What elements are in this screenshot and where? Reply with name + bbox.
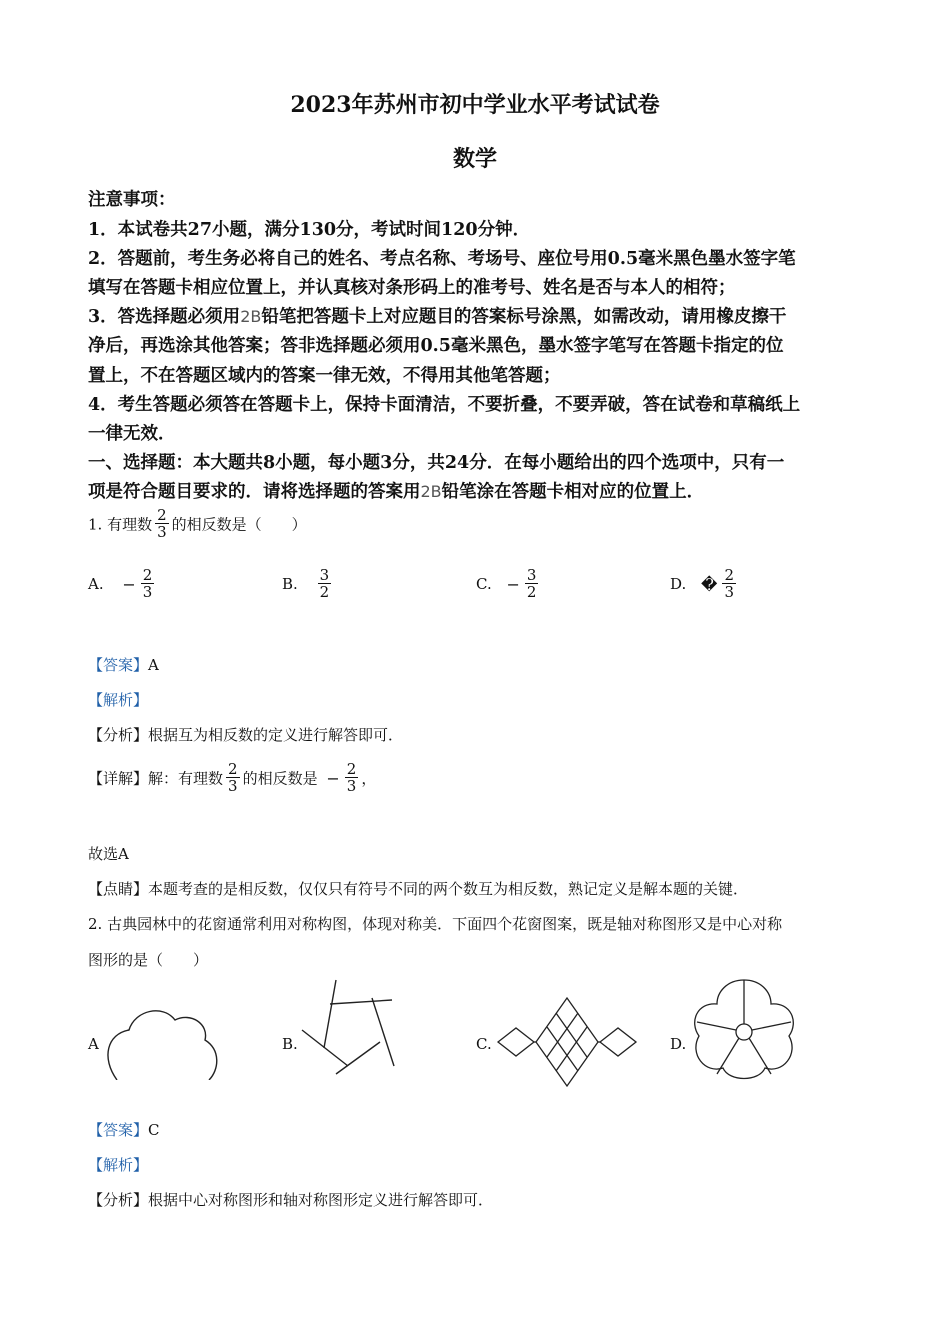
q2-stem: 图形的是（ ）: [88, 951, 209, 969]
exam-title: 2023年苏州市初中学业水平考试试卷: [290, 92, 660, 118]
q1-option-a[interactable]: A. − $\frac{2}{3}$: [88, 566, 153, 601]
notice-line: 1．本试卷共27小题，满分130分，考试时间120分钟．: [88, 220, 531, 240]
q2-answer: 【答案】C: [88, 1121, 160, 1139]
section-text: 项是符合题目要求的．请将选择题的答案用: [88, 482, 421, 502]
q1-fraction: $\frac{2}{3}$: [157, 506, 167, 541]
pencil-grade: 2B: [420, 482, 442, 501]
q2-option-c-label[interactable]: C.: [476, 1035, 492, 1053]
section-heading: 一、选择题：本大题共8小题，每小题3分，共24分．在每小题给出的四个选项中，只有一: [88, 453, 785, 473]
notice-line: 2．答题前，考生务必将自己的姓名、考点名称、考场号、座位号用0.5毫米黑色墨水签字笔: [88, 249, 796, 269]
q1-analysis-heading: 【解析】: [88, 691, 149, 709]
pencil-grade: 2B: [240, 307, 262, 326]
q2-option-d-label[interactable]: D.: [670, 1035, 687, 1053]
q1-detail: 【详解】解：有理数 $\frac{2}{3}$ 的相反数是 − $\frac{2}{3}$ ，: [88, 760, 377, 795]
notice-line: 净后，再选涂其他答案；答非选择题必须用0.5毫米黑色，墨水签字笔写在答题卡指定的位: [88, 336, 784, 356]
q1-stem-text: 1. 有理数: [88, 515, 153, 534]
q2-fenxi: 【分析】根据中心对称图形和轴对称图形定义进行解答即可．: [88, 1191, 494, 1209]
q2-stem: 2. 古典园林中的花窗通常利用对称构图，体现对称美．下面四个花窗图案，既是轴对称图形又是中心对称: [88, 915, 783, 933]
section-text: 铅笔涂在答题卡相对应的位置上．: [441, 482, 705, 502]
section-heading: [88, 478, 704, 503]
q1-fenxi: 【分析】根据互为相反数的定义进行解答即可．: [88, 726, 404, 744]
q2-option-a-label[interactable]: A: [88, 1035, 99, 1053]
q1-comment: 【点睛】本题考查的是相反数，仅仅只有符号不同的两个数互为相反数，熟记定义是解本题的关键．: [88, 880, 749, 898]
q1-stem-text: 的相反数是（ ）: [171, 515, 307, 534]
q2-option-b-label[interactable]: B.: [282, 1035, 298, 1053]
q1-conclusion: 故选A: [88, 845, 129, 863]
q1-option-d[interactable]: D. � $\frac{2}{3}$: [670, 566, 734, 601]
notice-text: 3．答选择题必须用: [88, 307, 241, 327]
notice-line: [88, 303, 786, 328]
q2-figure-b[interactable]: [300, 978, 400, 1080]
q1-answer: 【答案】A: [88, 656, 159, 674]
notice-line: 一律无效．: [88, 424, 176, 444]
notice-line: 4．考生答题必须答在答题卡上，保持卡面清洁，不要折叠，不要弄破，答在试卷和草稿纸上: [88, 395, 801, 415]
notice-text: 铅笔把答题卡上对应题目的答案标号涂黑，如需改动，请用橡皮擦干: [261, 307, 787, 327]
q2-analysis-heading: 【解析】: [88, 1156, 149, 1174]
notice-line: 置上，不在答题区域内的答案一律无效，不得用其他笔答题；: [88, 366, 561, 386]
q2-figure-c[interactable]: [496, 996, 638, 1090]
q1-option-c[interactable]: C. − $\frac{3}{2}$: [476, 566, 537, 601]
notice-line: 填写在答题卡相应位置上，并认真核对条形码上的准考号、姓名是否与本人的相符；: [88, 278, 736, 298]
q2-figure-a[interactable]: [105, 1008, 220, 1080]
notice-heading: 注意事项：: [88, 190, 176, 210]
q2-figure-d[interactable]: [691, 978, 797, 1082]
q1-stem: [88, 508, 307, 540]
q1-option-b[interactable]: B. $\frac{3}{2}$: [282, 566, 330, 601]
exam-subject: 数学: [452, 146, 497, 172]
